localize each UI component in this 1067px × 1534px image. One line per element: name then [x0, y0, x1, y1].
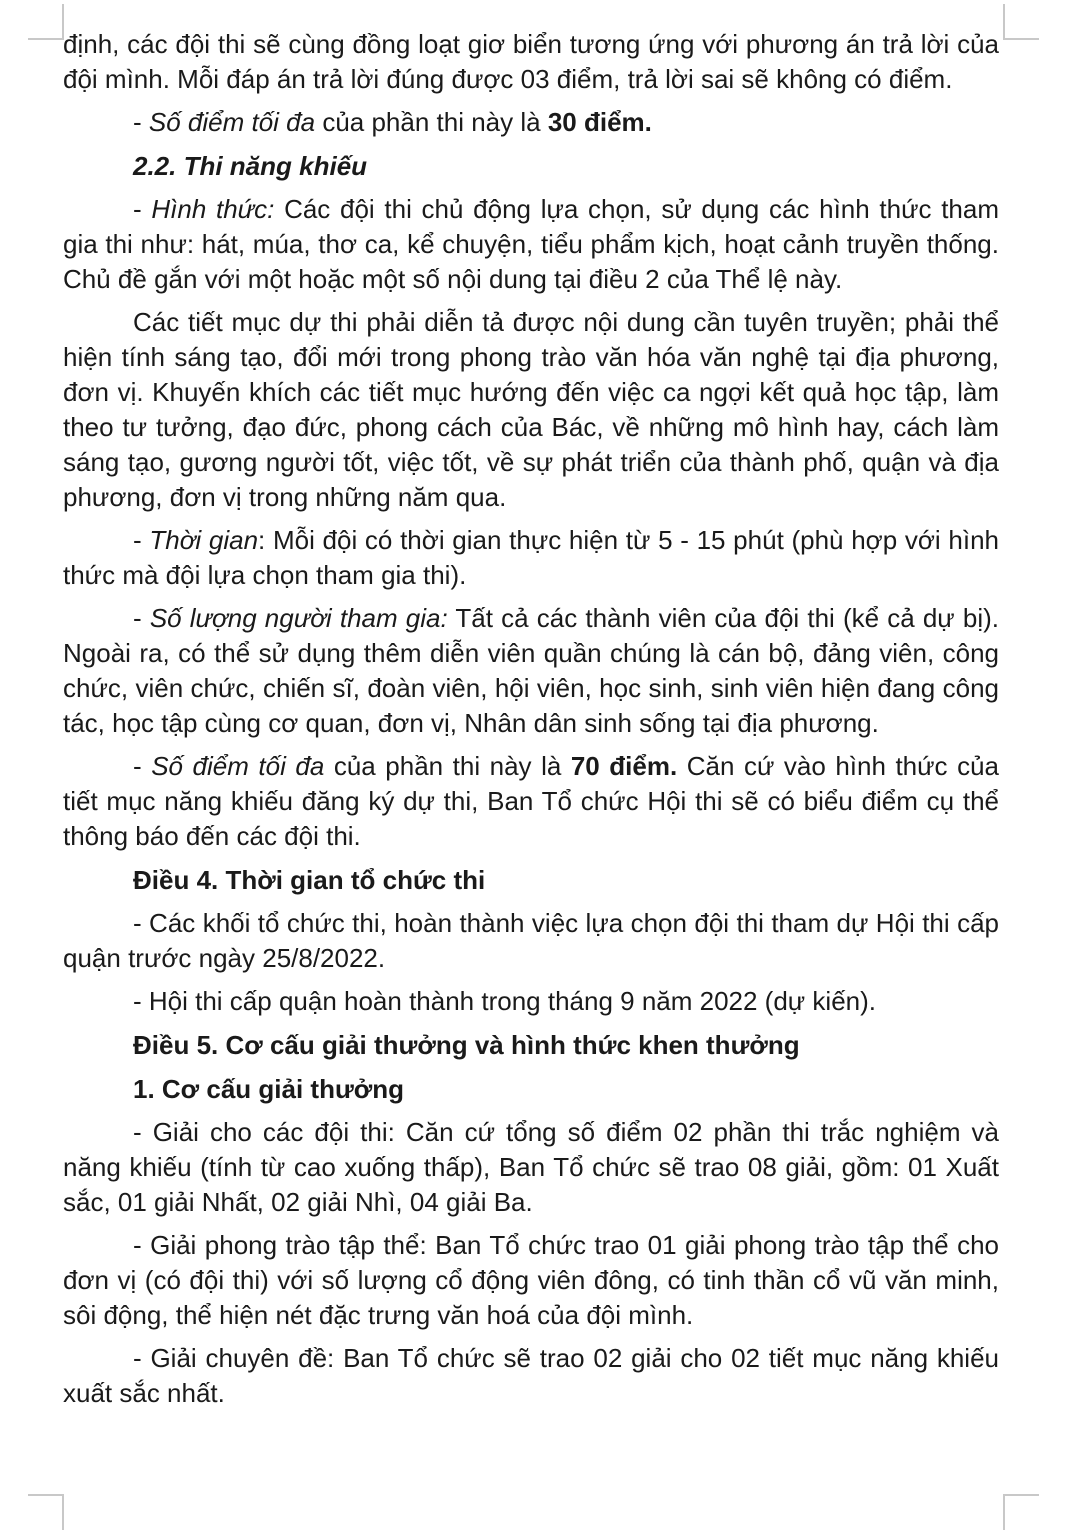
paragraph-hinh-thuc — [63, 192, 999, 297]
crop-mark-bottom-right — [1003, 1494, 1039, 1530]
paragraph-intro: định, các đội thi sẽ cùng đồng loạt giơ biển tương ứng với phương án trả lời của đội mình. Mỗi đáp án trả lời đúng được 03 điểm, trả lời sai sẽ không có điểm. — [63, 29, 999, 94]
heading-dieu-4: Điều 4. Thời gian tổ chức thi — [133, 865, 486, 895]
dash: - — [133, 107, 149, 137]
paragraph-giai-chuyen-de: - Giải chuyên đề: Ban Tổ chức sẽ trao 02 giải cho 02 tiết mục năng khiếu xuất sắc nhất. — [63, 1343, 999, 1408]
italic-term: Số điểm tối đa — [148, 107, 316, 137]
dash: - — [133, 525, 150, 555]
paragraph-hoi-thi: - Hội thi cấp quận hoàn thành trong tháng 9 năm 2022 (dự kiến). — [133, 986, 877, 1016]
paragraph-cac-khoi: - Các khối tổ chức thi, hoàn thành việc lựa chọn đội thi tham dự Hội thi cấp quận trước ngày 25/8/2022. — [63, 908, 999, 973]
paragraph-so-luong — [63, 601, 999, 741]
heading-co-cau-giai-thuong: 1. Cơ cấu giải thưởng — [133, 1074, 405, 1104]
paragraph-giai-phong-trao: - Giải phong trào tập thể: Ban Tổ chức trao 01 giải phong trào tập thể cho đơn vị (có đội thi) với số lượng cổ động viên đông, có tinh thần cổ vũ văn minh, sôi động, thể hiện nét đặc trưng văn hoá của đội mình. — [63, 1230, 999, 1330]
crop-mark-top-right — [1003, 4, 1039, 40]
dash: - — [133, 194, 152, 224]
text-run: của phần thi này là — [315, 107, 548, 137]
paragraph-giai-doi-thi: - Giải cho các đội thi: Căn cứ tổng số điểm 02 phần thi trắc nghiệm và năng khiếu (tính từ cao xuống thấp), Ban Tổ chức sẽ trao 08 giải, gồm: 01 Xuất sắc, 01 giải Nhất, 02 giải Nhì, 04 giải Ba. — [63, 1117, 999, 1217]
dash: - — [133, 603, 150, 633]
paragraph-max-score-30 — [63, 105, 999, 140]
text-run: Tất cả các thành viên của đội thi (kể cả dự bị). Ngoài ra, có thể sử dụng thêm diễn viên quần chúng là cán bộ, đảng viên, công chức, viên chức, chiến sĩ, đoàn viên, hội viên, học sinh, sinh viên hiện đang công tác, học tập cùng cơ quan, đơn vị, Nhân dân sinh sống tại địa phương. — [63, 603, 999, 738]
italic-term: Số lượng người tham gia: — [149, 603, 448, 633]
paragraph-thoi-gian — [63, 523, 999, 593]
crop-mark-top-left — [28, 4, 64, 40]
text-run: : Mỗi đội có thời gian thực hiện từ 5 - 15 phút (phù hợp với hình thức mà đội lựa chọn tham gia thi). — [63, 525, 999, 590]
text-run: Căn cứ vào hình thức của tiết mục năng khiếu đăng ký dự thi, Ban Tổ chức Hội thi sẽ có biểu điểm cụ thể thông báo đến các đội thi. — [63, 751, 999, 851]
crop-mark-bottom-left — [28, 1494, 64, 1530]
italic-term: Thời gian — [149, 525, 259, 555]
italic-term: Hình thức: — [151, 194, 275, 224]
heading-2-2: 2.2. Thi năng khiếu — [133, 151, 368, 181]
document-page — [63, 27, 999, 1419]
bold-score: 30 điểm. — [547, 107, 652, 137]
bold-score: 70 điểm. — [570, 751, 678, 781]
text-run: Các đội thi chủ động lựa chọn, sử dụng các hình thức tham gia thi như: hát, múa, thơ ca, kể chuyện, tiểu phẩm kịch, hoạt cảnh truyền thống. Chủ đề gắn với một hoặc một số nội dung tại điều 2 của Thể lệ này. — [63, 194, 999, 294]
paragraph-tiet-muc: Các tiết mục dự thi phải diễn tả được nội dung cần tuyên truyền; phải thể hiện tính sáng tạo, đổi mới trong phong trào văn hóa văn nghệ tại địa phương, đơn vị. Khuyến khích các tiết mục hướng đến việc ca ngợi kết quả học tập, làm theo tư tưởng, đạo đức, phong cách của Bác, về những mô hình hay, cách làm sáng tạo, gương người tốt, việc tốt, về sự phát triển của thành phố, quận và địa phương, đơn vị trong những năm qua. — [63, 307, 999, 512]
heading-dieu-5: Điều 5. Cơ cấu giải thưởng và hình thức khen thưởng — [133, 1030, 800, 1060]
text-run: của phần thi này là — [324, 751, 571, 781]
dash: - — [133, 751, 152, 781]
paragraph-max-score-70 — [63, 749, 999, 854]
italic-term: Số điểm tối đa — [151, 751, 325, 781]
